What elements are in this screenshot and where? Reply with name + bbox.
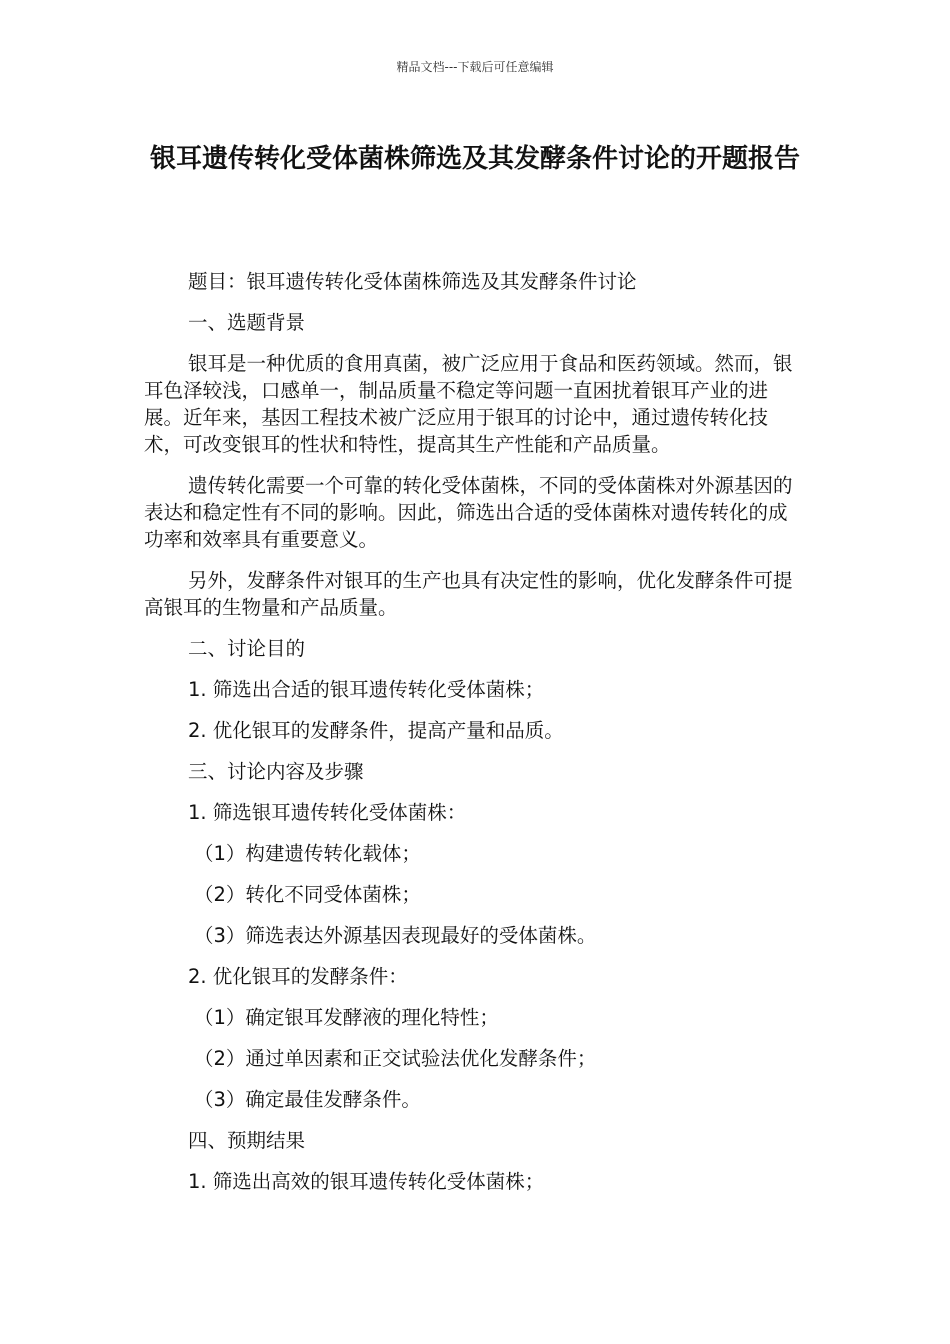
topic-line: 题目：银耳遗传转化受体菌株筛选及其发酵条件讨论 <box>188 270 637 293</box>
content-subitem-2c: （3）确定最佳发酵条件。 <box>194 1088 421 1111</box>
purpose-item-2: 2. 优化银耳的发酵条件，提高产量和品质。 <box>188 719 564 742</box>
document-body <box>144 268 806 1209</box>
content-subitem-1b: （2）转化不同受体菌株； <box>194 883 421 906</box>
section-heading-content: 三、讨论内容及步骤 <box>188 760 364 783</box>
content-subitem-2b: （2）通过单因素和正交试验法优化发酵条件； <box>194 1047 597 1070</box>
background-paragraph-1: 银耳是一种优质的食用真菌，被广泛应用于食品和医药领域。然而，银耳色泽较浅，口感单一，制品质量不稳定等问题一直困扰着银耳产业的进展。近年来，基因工程技术被广泛应用于银耳的讨论中，通过遗传转化技术，可改变银耳的性状和特性，提高其生产性能和产品质量。 <box>144 352 793 456</box>
section-heading-background: 一、选题背景 <box>188 311 306 334</box>
results-item-1: 1. 筛选出高效的银耳遗传转化受体菌株； <box>188 1170 545 1193</box>
background-paragraph-2: 遗传转化需要一个可靠的转化受体菌株，不同的受体菌株对外源基因的表达和稳定性有不同的影响。因此，筛选出合适的受体菌株对遗传转化的成功率和效率具有重要意义。 <box>144 474 793 551</box>
header-note: 精品文档---下载后可任意编辑 <box>396 60 554 74</box>
content-subitem-1c: （3）筛选表达外源基因表现最好的受体菌株。 <box>194 924 597 947</box>
content-item-2: 2. 优化银耳的发酵条件： <box>188 965 408 988</box>
content-item-1: 1. 筛选银耳遗传转化受体菌株： <box>188 801 467 824</box>
section-heading-purpose: 二、讨论目的 <box>188 637 306 660</box>
purpose-item-1: 1. 筛选出合适的银耳遗传转化受体菌株； <box>188 678 545 701</box>
background-paragraph-3: 另外，发酵条件对银耳的生产也具有决定性的影响，优化发酵条件可提高银耳的生物量和产品质量。 <box>144 569 793 619</box>
content-subitem-1a: （1）构建遗传转化载体； <box>194 842 421 865</box>
document-title: 银耳遗传转化受体菌株筛选及其发酵条件讨论的开题报告 <box>149 144 800 174</box>
content-subitem-2a: （1）确定银耳发酵液的理化特性； <box>194 1006 499 1029</box>
section-heading-results: 四、预期结果 <box>188 1129 306 1152</box>
